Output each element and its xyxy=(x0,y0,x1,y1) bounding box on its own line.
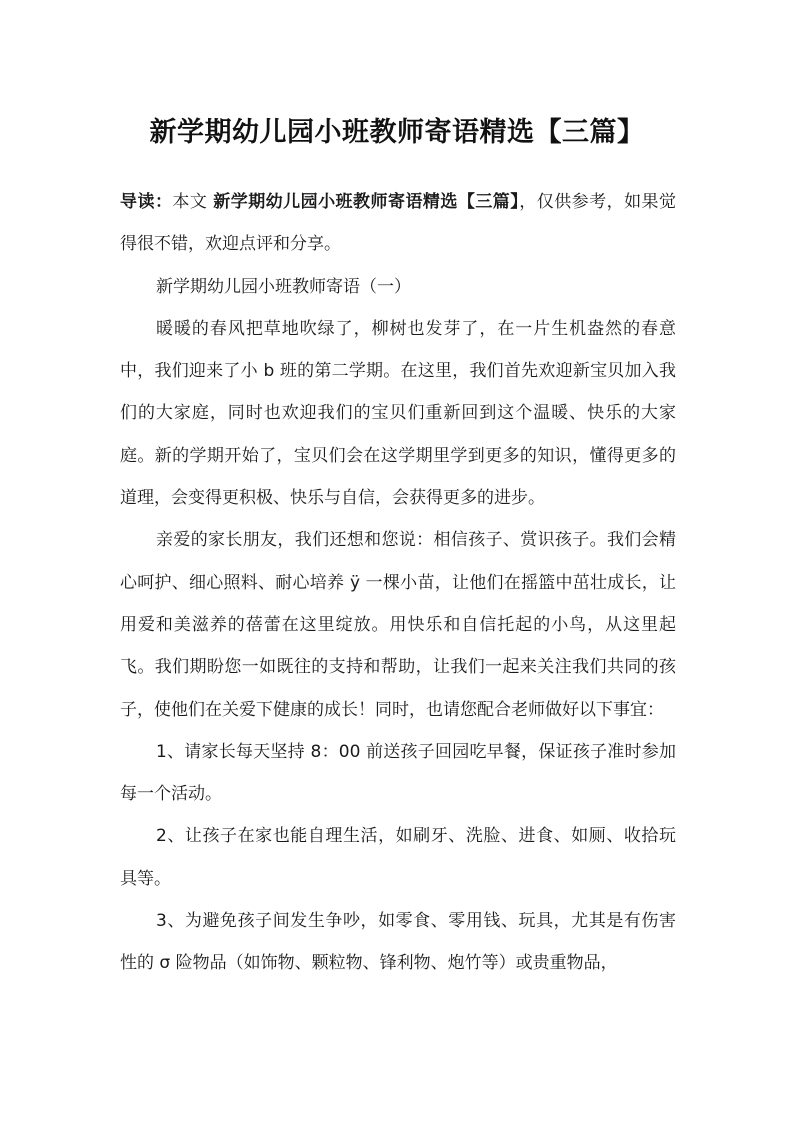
body-paragraph-1: 暖暖的春风把草地吹绿了，柳树也发芽了，在一片生机盎然的春意中，我们迎来了小 b 班的第二学期。在这里，我们首先欢迎新宝贝加入我们的大家庭，同时也欢迎我们的宝贝们重新回到这个温暖、快乐的大家庭。新的学期开始了，宝贝们会在这学期里学到更多的知识，懂得更多的道理，会变得更积极、快乐与自信，会获得更多的进步。 xyxy=(120,318,676,509)
intro-article-title: 新学期幼儿园小班教师寄语精选【三篇】 xyxy=(213,192,520,212)
intro-label: 导读： xyxy=(120,192,173,212)
body-paragraph-2: 亲爱的家长朋友，我们还想和您说：相信孩子、赏识孩子。我们会精心呵护、细心照料、耐心培养 ÿ 一棵小苗，让他们在摇篮中茁壮成长，让用爱和美滋养的蓓蕾在这里绽放。用快乐和自信托起的小鸟，从这里起飞。我们期盼您一如既往的支持和帮助，让我们一起来关注我们共同的孩子，使他们在关爱下健康的成长！同时，也请您配合老师做好以下事宜： xyxy=(120,530,676,720)
document-body xyxy=(120,181,676,985)
document-title: 新学期幼儿园小班教师寄语精选【三篇】 xyxy=(149,117,645,148)
intro-paragraph xyxy=(120,181,676,266)
list-item-1: 1、请家长每天坚持 8：00 前送孩子回园吃早餐，保证孩子准时参加每一个活动。 xyxy=(120,741,676,805)
list-item-3: 3、为避免孩子间发生争吵，如零食、零用钱、玩具，尤其是有伤害性的 σ 险物品（如饰物、颗粒物、锋利物、炮竹等）或贵重物品， xyxy=(120,911,676,974)
intro-lead: 本文 xyxy=(172,192,214,212)
intro-rest: ，仅供参考，如果觉得很不错，欢迎点评和分享。 xyxy=(120,192,677,255)
section-heading: 新学期幼儿园小班教师寄语（一） xyxy=(156,276,411,297)
list-item-2: 2、让孩子在家也能自理生活，如刷牙、洗脸、进食、如厕、收拾玩具等。 xyxy=(120,826,676,889)
